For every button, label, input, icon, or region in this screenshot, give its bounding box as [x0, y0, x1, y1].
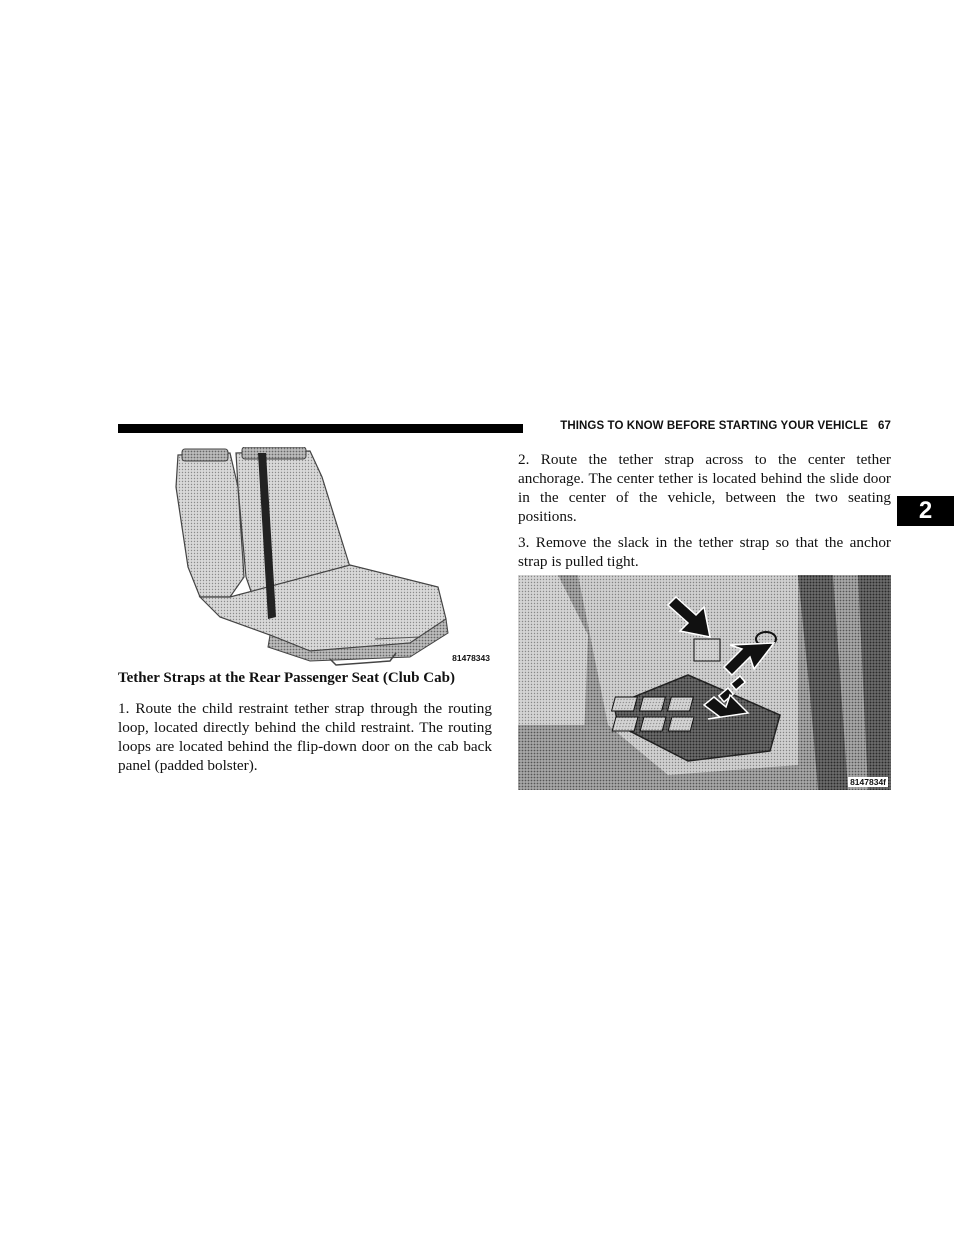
- figure-id: 8147834f: [850, 777, 886, 787]
- rear-seat-illustration: [160, 447, 494, 669]
- figure-id: 81478343: [452, 653, 490, 663]
- step-3-paragraph: 3. Remove the slack in the tether strap so that the anchor strap is pulled tight.: [518, 534, 891, 570]
- tether-anchorage-photo: [518, 575, 891, 790]
- figure-caption: Tether Straps at the Rear Passenger Seat (Club Cab): [118, 670, 455, 686]
- chapter-tab: 2: [897, 496, 954, 526]
- tether-anchorage-drawing: [518, 575, 891, 790]
- running-head: [533, 420, 891, 432]
- header-rule: [118, 424, 523, 433]
- rear-seat-drawing: [160, 447, 494, 669]
- page-number: 67: [878, 420, 891, 432]
- section-title: THINGS TO KNOW BEFORE STARTING YOUR VEHICLE: [560, 420, 868, 432]
- step-1-paragraph: 1. Route the child restraint tether strap through the routing loop, located directly behind the child restraint. The routing loops are located behind the flip-down door on the cab back panel (padded bolster).: [118, 700, 492, 774]
- step-2-paragraph: 2. Route the tether strap across to the center tether anchorage. The center tether is located behind the slide door in the center of the vehicle, between the two seating positions.: [518, 451, 891, 525]
